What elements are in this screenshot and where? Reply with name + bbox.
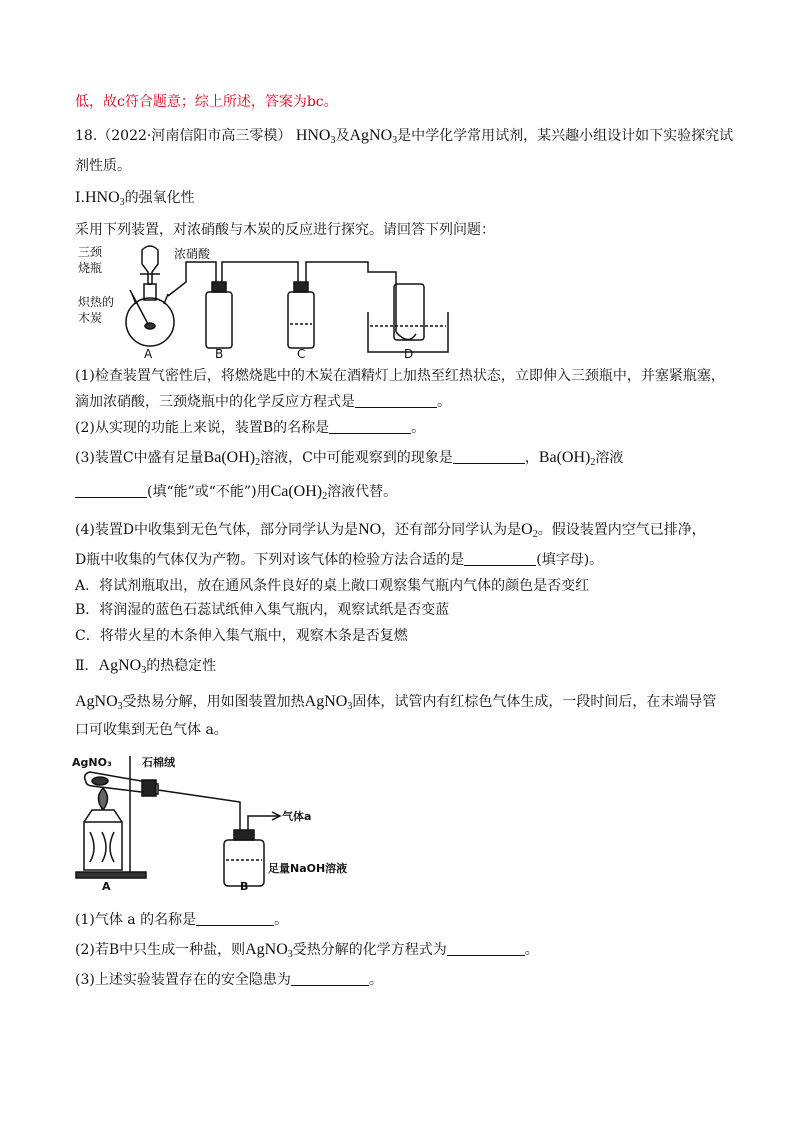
part1-q2: (2)从实现的功能上来说，装置B的名称是 。 bbox=[75, 420, 426, 436]
part2-desc-line1: AgNO$_3$受热易分解，用如图装置加热AgNO$_3$固体，试管内有红棕色气体生成，一段时间后，在末端导管 bbox=[75, 693, 717, 712]
answer-blank[interactable] bbox=[447, 941, 525, 956]
question-source: （2022·河南信阳市高三零模） bbox=[97, 128, 292, 144]
answer-blank[interactable] bbox=[291, 971, 369, 986]
bottle-c bbox=[288, 292, 314, 348]
svg-text:B: B bbox=[240, 880, 249, 893]
formula-baoh2: $Ba(OH)_2$ bbox=[538, 449, 596, 468]
part2-heading: Ⅱ．AgNO$_3$的热稳定性 bbox=[75, 657, 217, 676]
part1-q1-line2: 滴加浓硝酸，三颈烧瓶中的化学反应方程式是 。 bbox=[75, 394, 451, 410]
part1-heading: $Ⅰ.HNO_3$的强氧化性 bbox=[75, 189, 195, 208]
part2-q3: (3)上述实验装置存在的安全隐患为 。 bbox=[75, 972, 383, 988]
svg-text:C: C bbox=[297, 347, 306, 361]
svg-text:足量NaOH溶液: 足量NaOH溶液 bbox=[268, 862, 348, 875]
part1-q3-line1: (3)装置C中盛有足量$Ba(OH)_2$溶液，C中可能观察到的现象是 ，$Ba(OH)_2$溶液 bbox=[75, 449, 624, 468]
water-trough bbox=[368, 312, 448, 352]
part1-q4-line2: D瓶中收集的气体仅为产物。下列对该气体的检验方法合适的是 (填字母)。 bbox=[75, 552, 604, 568]
dropping-funnel bbox=[142, 246, 158, 284]
formula-agno3: AgNO$_3$ bbox=[304, 693, 353, 712]
q18-intro-line1: 18.（2022·河南信阳市高三零模） $HNO_3$及AgNO$_3$是中学化学常用试剂，某兴趣小组设计如下实验探究试 bbox=[75, 127, 734, 146]
apparatus-figure-1 bbox=[78, 242, 458, 360]
formula-agno3: AgNO$_3$ bbox=[245, 941, 293, 960]
svg-text:烧瓶: 烧瓶 bbox=[78, 261, 103, 275]
option-c: C．将带火星的木条伸入集气瓶中，观察木条是否复燃 bbox=[75, 628, 408, 644]
part1-q3-line2: (填“能”或“不能”)用$Ca(OH)_2$溶液代替。 bbox=[75, 482, 397, 502]
bottle-d bbox=[394, 284, 424, 340]
svg-text:三颈: 三颈 bbox=[78, 245, 103, 259]
formula-o2: $O_2$ bbox=[521, 521, 538, 540]
formula-caoh2: $Ca(OH)_2$ bbox=[270, 483, 328, 502]
formula-no: NO bbox=[358, 521, 382, 538]
three-neck-flask bbox=[126, 298, 174, 346]
svg-text:D: D bbox=[404, 347, 414, 361]
formula-agno3: AgNO$_3$ bbox=[98, 657, 147, 676]
q18-intro-line2: 剂性质。 bbox=[75, 158, 131, 174]
part2-desc-line2: 口可收集到无色气体 a。 bbox=[75, 722, 228, 738]
previous-answer: 低，故c符合题意；综上所述，答案为bc。 bbox=[75, 94, 338, 110]
svg-text:气体a: 气体a bbox=[282, 810, 312, 823]
apparatus-figure-2 bbox=[72, 752, 348, 893]
alcohol-lamp bbox=[84, 822, 122, 870]
formula-agno3: AgNO$_3$ bbox=[349, 127, 398, 146]
answer-blank[interactable] bbox=[196, 911, 274, 926]
formula-agno3: AgNO$_3$ bbox=[75, 693, 123, 712]
formula-hno3: $HNO_3$ bbox=[295, 127, 336, 146]
part2-q2: (2)若B中只生成一种盐，则AgNO$_3$受热分解的化学方程式为 。 bbox=[75, 941, 539, 960]
svg-text:A: A bbox=[144, 347, 153, 361]
answer-blank[interactable] bbox=[453, 449, 525, 464]
formula-hno3: $HNO_3$ bbox=[84, 189, 125, 208]
question-number: 18. bbox=[75, 128, 98, 144]
part1-description: 采用下列装置，对浓硝酸与木炭的反应进行探究。请回答下列问题： bbox=[75, 222, 495, 238]
svg-text:浓硝酸: 浓硝酸 bbox=[174, 247, 211, 261]
svg-text:炽热的: 炽热的 bbox=[78, 295, 115, 309]
formula-baoh2: $Ba(OH)_2$ bbox=[203, 449, 261, 468]
svg-text:B: B bbox=[215, 347, 224, 361]
answer-blank[interactable] bbox=[355, 393, 437, 408]
option-a: A．将试剂瓶取出，放在通风条件良好的桌上敞口观察集气瓶内气体的颜色是否变红 bbox=[75, 578, 590, 594]
svg-text:木炭: 木炭 bbox=[78, 311, 103, 325]
part1-q4-line1: (4)装置D中收集到无色气体，部分同学认为是NO，还有部分同学认为是$O_2$。假设装置内空气已排净， bbox=[75, 521, 706, 540]
part2-q1: (1)气体 a 的名称是 。 bbox=[75, 912, 289, 928]
svg-text:AgNO₃: AgNO₃ bbox=[72, 756, 112, 769]
answer-blank[interactable] bbox=[75, 483, 147, 498]
svg-text:A: A bbox=[102, 880, 111, 893]
answer-blank[interactable] bbox=[329, 419, 411, 434]
bottle-b bbox=[206, 292, 232, 348]
answer-blank[interactable] bbox=[464, 551, 536, 566]
svg-text:石棉绒: 石棉绒 bbox=[142, 756, 175, 769]
part1-q1-line1: (1)检查装置气密性后，将燃烧匙中的木炭在酒精灯上加热至红热状态，立即伸入三颈瓶中，并塞紧瓶塞， bbox=[75, 368, 725, 384]
option-b: B．将润湿的蓝色石蕊试纸伸入集气瓶内，观察试纸是否变蓝 bbox=[75, 602, 450, 618]
